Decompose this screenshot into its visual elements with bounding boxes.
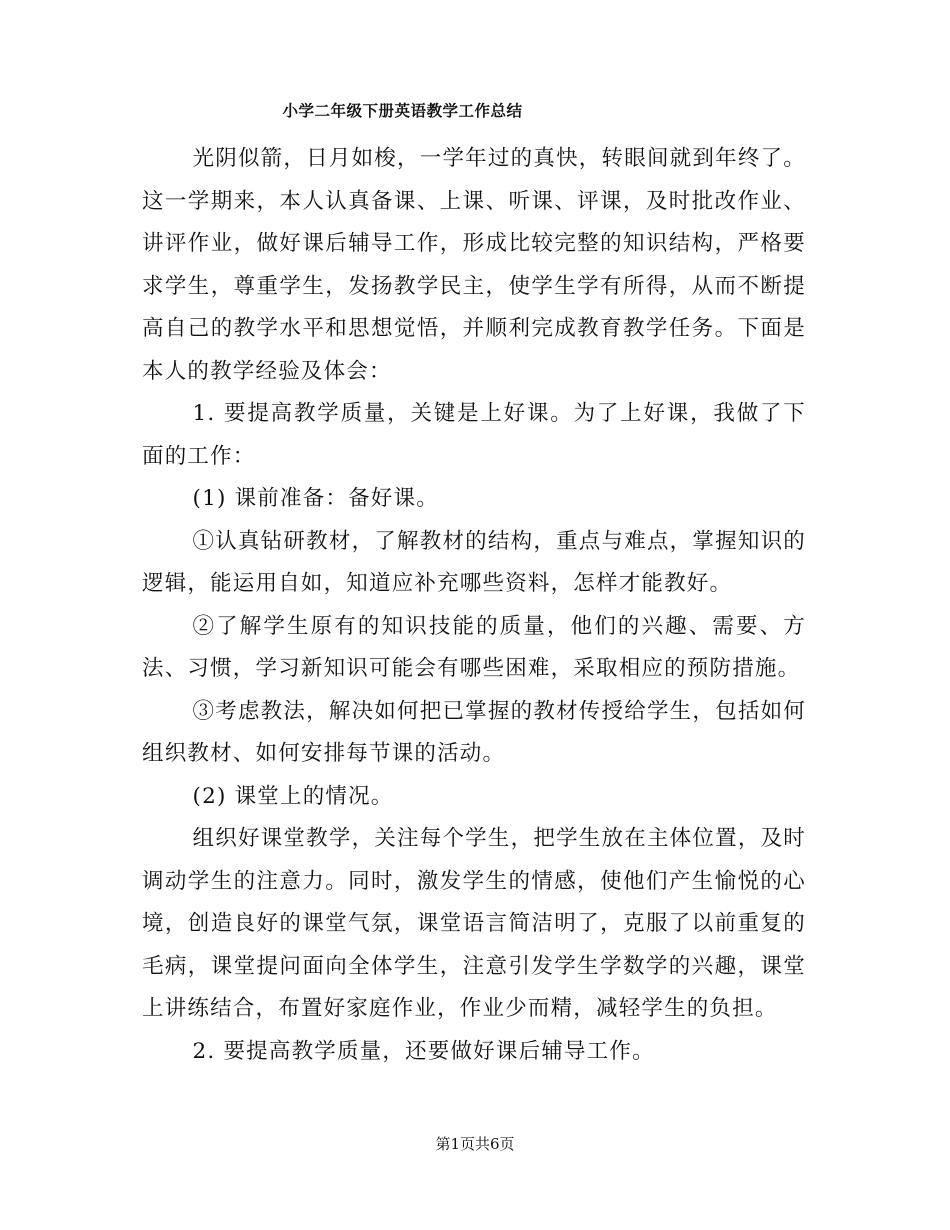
paragraph-intro: 光阴似箭，日月如梭，一学年过的真快，转眼间就到年终了。这一学期来，本人认真备课、上课、听课、评课，及时批改作业、讲评作业，做好课后辅导工作，形成比较完整的知识结构，严格要求学生，尊重学生，发扬教学民主，使学生学有所得，从而不断提高自己的教学水平和思想觉悟，并顺利完成教育教学任务。下面是本人的教学经验及体会： xyxy=(142,146,806,384)
document-body xyxy=(142,138,806,1073)
paragraph-subpoint-2: (2) 课堂上的情况。 xyxy=(192,783,394,809)
paragraph-classroom: 组织好课堂教学，关注每个学生，把学生放在主体位置，及时调动学生的注意力。同时，激发学生的情感，使他们产生愉悦的心境，创造良好的课堂气氛，课堂语言简洁明了，克服了以前重复的毛病，课堂提问面向全体学生，注意引发学生学数学的兴趣，课堂上讲练结合，布置好家庭作业，作业少而精，减轻学生的负担。 xyxy=(142,826,806,1021)
paragraph-item-2: ②了解学生原有的知识技能的质量，他们的兴趣、需要、方法、习惯，学习新知识可能会有哪些困难，采取相应的预防措施。 xyxy=(142,613,806,681)
document-title: 小学二年级下册英语教学工作总结 xyxy=(282,101,523,120)
paragraph-item-3: ③考虑教法，解决如何把已掌握的教材传授给学生，包括如何组织教材、如何安排每节课的活动。 xyxy=(142,698,806,766)
paragraph-point-1: 1. 要提高教学质量，关键是上好课。为了上好课，我做了下面的工作： xyxy=(142,401,806,469)
paragraph-subpoint-1: (1) 课前准备：备好课。 xyxy=(192,486,439,511)
paragraph-item-1: ①认真钻研教材，了解教材的结构，重点与难点，掌握知识的逻辑，能运用自如，知道应补充哪些资料，怎样才能教好。 xyxy=(142,528,806,596)
page-number-footer: 第1页共6页 xyxy=(435,1135,515,1153)
paragraph-point-2: 2. 要提高教学质量，还要做好课后辅导工作。 xyxy=(192,1038,655,1064)
